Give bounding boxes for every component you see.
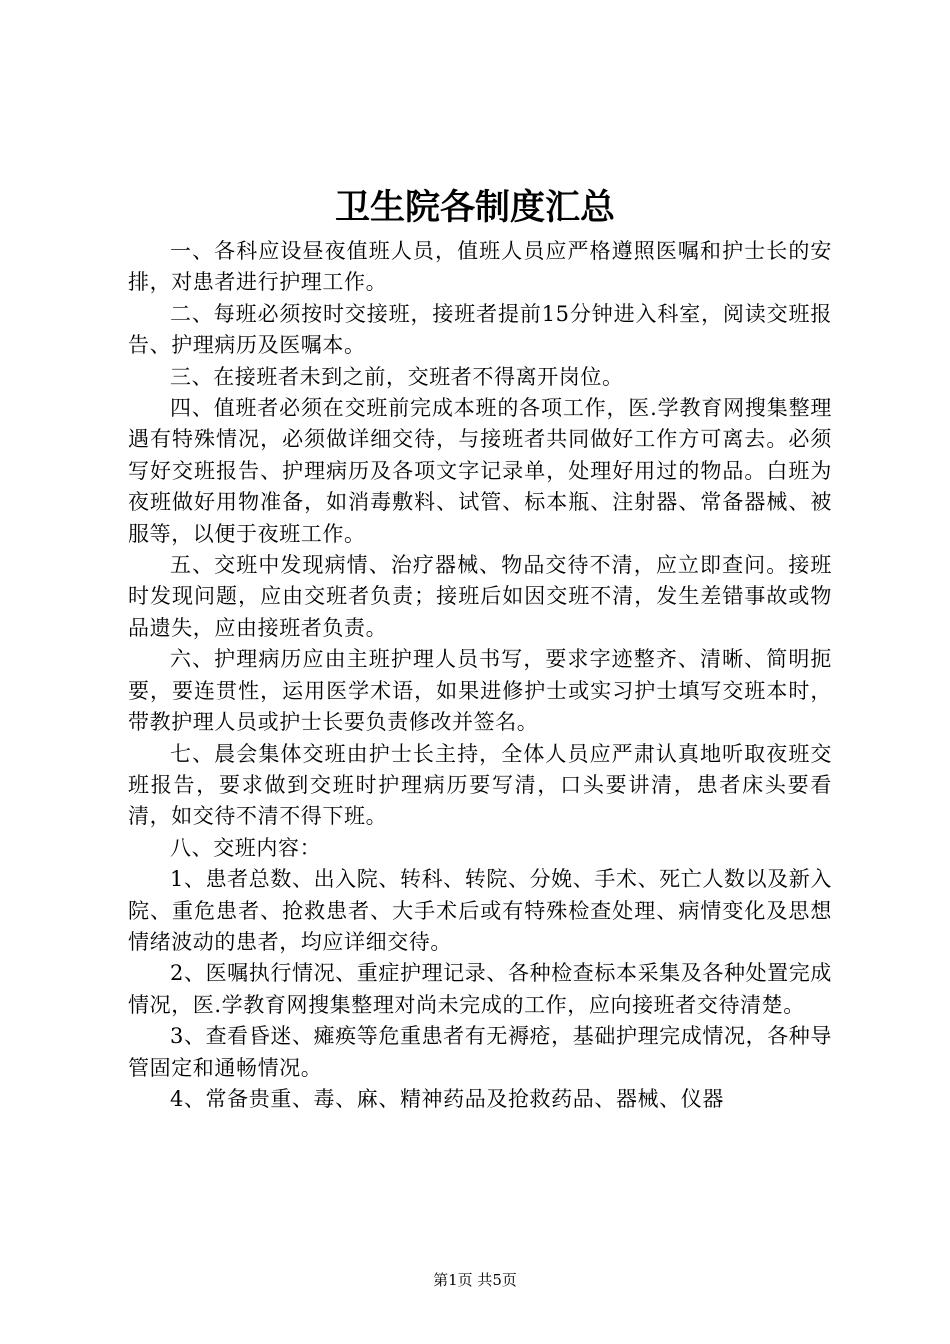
paragraph-3: 三、在接班者未到之前，交班者不得离开岗位。 <box>170 364 624 389</box>
list-item-2: 2、医嘱执行情况、重症护理记录、各种检查标本采集及各种处置完成情况，医.学教育网搜集整理对尚未完成的工作，应向接班者交待清楚。 <box>128 961 832 1017</box>
paragraph-5: 五、交班中发现病情、治疗器械、物品交待不清，应立即查问。接班时发现问题，应由交班者负责；接班后如因交班不清，发生差错事故或物品遗失，应由接班者负责。 <box>128 553 832 640</box>
paragraph-2: 二、每班必须按时交接班，接班者提前15分钟进入科室，阅读交班报告、护理病历及医嘱本。 <box>128 301 832 358</box>
paragraph-6: 六、护理病历应由主班护理人员书写，要求字迹整齐、清晰、简明扼要，要连贯性，运用医学术语，如果进修护士或实习护士填写交班本时，带教护理人员或护士长要负责修改并签名。 <box>128 647 832 735</box>
list-item-1: 1、患者总数、出入院、转科、转院、分娩、手术、死亡人数以及新入院、重危患者、抢救患者、大手术后或有特殊检查处理、病情变化及思想情绪波动的患者，均应详细交待。 <box>128 867 832 954</box>
list-item-3: 3、查看昏迷、瘫痪等危重患者有无褥疮，基础护理完成情况，各种导管固定和通畅情况。 <box>128 1024 832 1080</box>
paragraph-1: 一、各科应设昼夜值班人员，值班人员应严格遵照医嘱和护士长的安排，对患者进行护理工作。 <box>128 239 832 295</box>
page-footer: 第1页 共5页 <box>433 1271 517 1289</box>
paragraph-4: 四、值班者必须在交班前完成本班的各项工作，医.学教育网搜集整理遇有特殊情况，必须做详细交待，与接班者共同做好工作方可离去。必须写好交班报告、护理病历及各项文字记录单，处理好用过的物品。白班为夜班做好用物准备，如消毒敷料、试管、标本瓶、注射器、常备器械、被服等，以便于夜班工作。 <box>128 396 832 546</box>
list-item-4: 4、常备贵重、毒、麻、精神药品及抢救药品、器械、仪器 <box>170 1086 724 1111</box>
paragraph-8: 八、交班内容： <box>170 835 322 860</box>
document-title: 卫生院各制度汇总 <box>334 188 615 228</box>
document-body <box>128 236 832 1115</box>
paragraph-7: 七、晨会集体交班由护士长主持，全体人员应严肃认真地听取夜班交班报告，要求做到交班时护理病历要写清，口头要讲清，患者床头要看清，如交待不清不得下班。 <box>128 741 832 829</box>
